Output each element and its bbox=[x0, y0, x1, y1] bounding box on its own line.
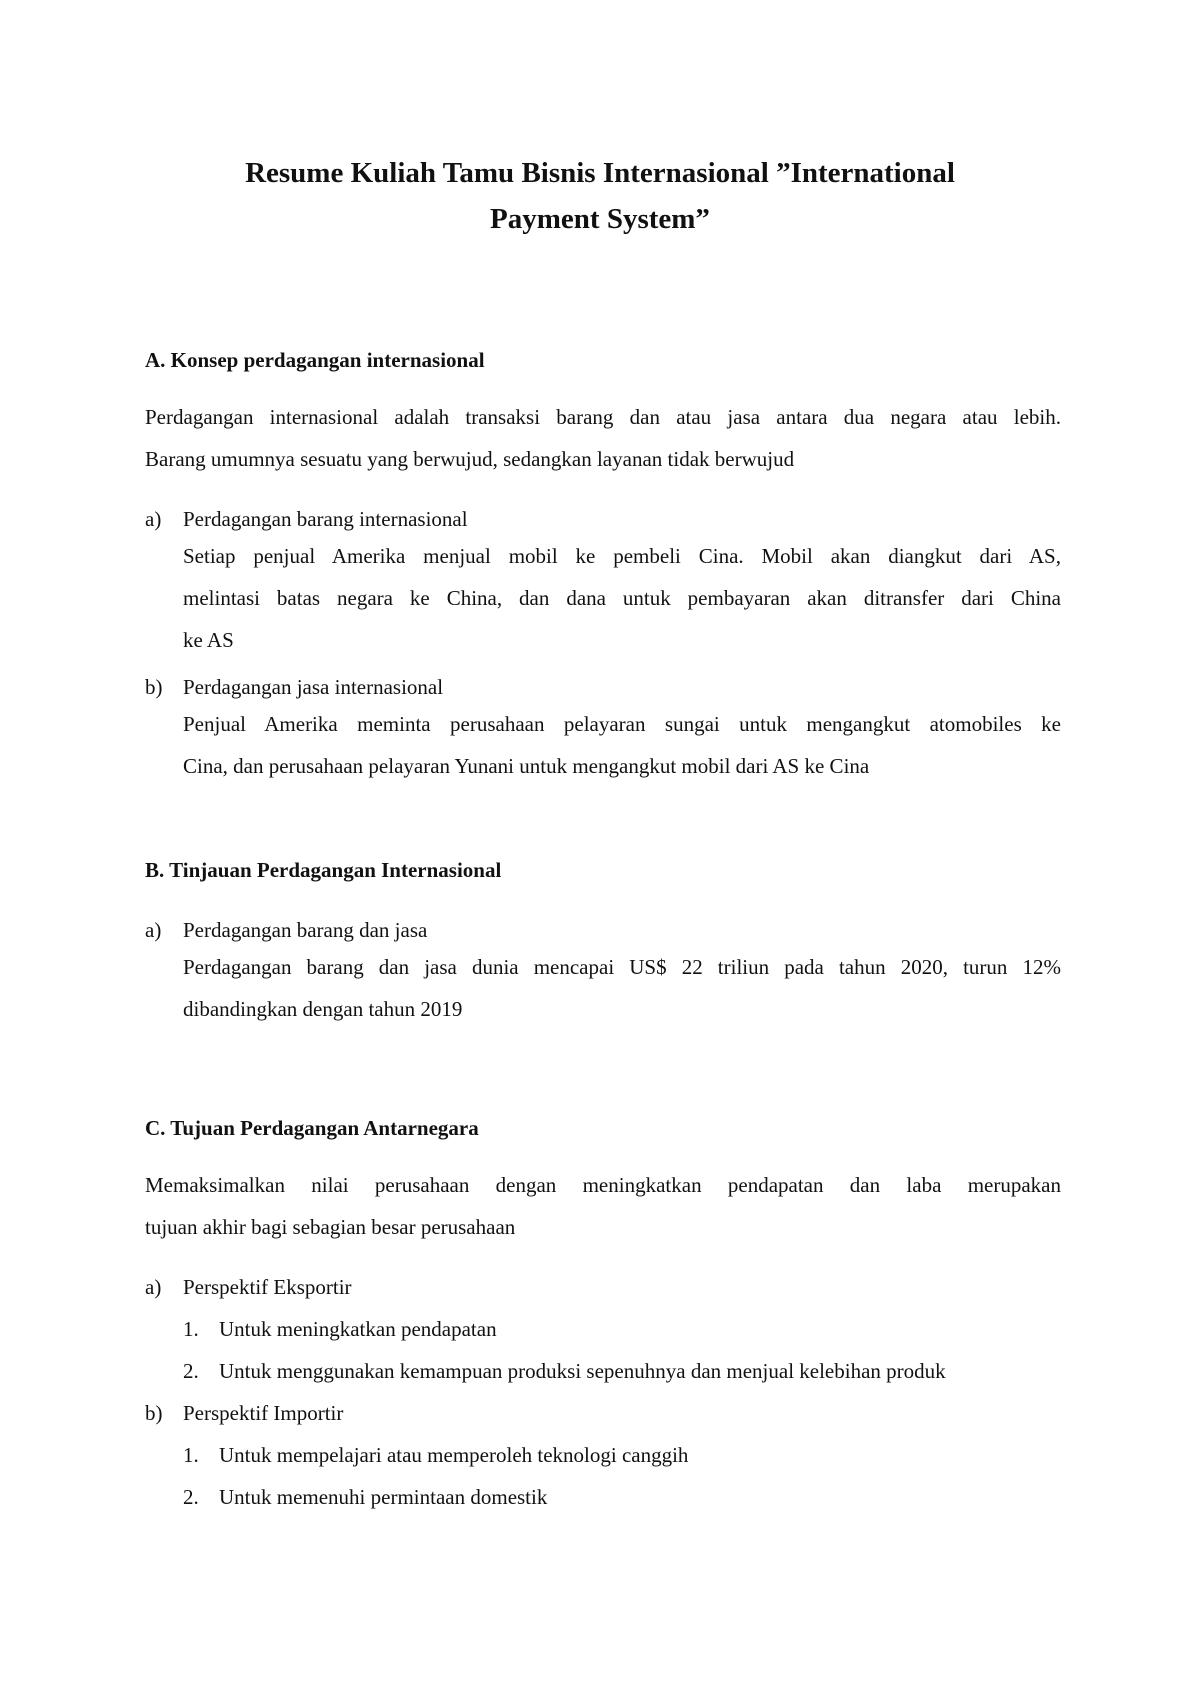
list-item-label: Untuk menggunakan kemampuan produksi sepenuhnya dan menjual kelebihan produk bbox=[219, 1359, 946, 1383]
section-a-heading: A. Konsep perdagangan internasional bbox=[145, 348, 485, 372]
document-title bbox=[140, 150, 1060, 242]
section-a-item-a bbox=[145, 505, 1061, 533]
desc-line: Perdagangan barang dan jasa dunia mencapai US$ 22 triliun pada tahun 2020, turun 12% bbox=[183, 955, 1061, 979]
desc-line: dibandingkan dengan tahun 2019 bbox=[183, 997, 463, 1021]
section-c-item-b-sub-1 bbox=[183, 1441, 1061, 1469]
desc-line: Penjual Amerika meminta perusahaan pelayaran sungai untuk mengangkut atomobiles ke bbox=[183, 712, 1061, 736]
list-item-label: Perdagangan barang dan jasa bbox=[183, 918, 428, 942]
section-c-intro-line-1: Memaksimalkan nilai perusahaan dengan meningkatkan pendapatan dan laba merupakan bbox=[145, 1173, 1061, 1197]
desc-line: Setiap penjual Amerika menjual mobil ke pembeli Cina. Mobil akan diangkut dari AS, bbox=[183, 544, 1061, 568]
list-marker: b) bbox=[145, 675, 163, 699]
list-marker: a) bbox=[145, 918, 162, 942]
section-b-heading: B. Tinjauan Perdagangan Internasional bbox=[145, 858, 502, 882]
title-line-2: Payment System” bbox=[490, 203, 710, 235]
desc-line: ke AS bbox=[183, 628, 234, 652]
section-c-item-b-sub-2 bbox=[183, 1483, 1061, 1511]
section-c-item-a bbox=[145, 1273, 1061, 1301]
list-marker: 2. bbox=[183, 1359, 199, 1383]
list-marker: 1. bbox=[183, 1443, 199, 1467]
section-a-item-b bbox=[145, 673, 1061, 701]
section-a-item-a-desc bbox=[183, 535, 1061, 661]
list-item-label: Perdagangan jasa internasional bbox=[183, 675, 444, 699]
section-b-item-a bbox=[145, 916, 1061, 944]
list-item-label: Perdagangan barang internasional bbox=[183, 507, 468, 531]
list-item-label: Untuk mempelajari atau memperoleh teknologi canggih bbox=[219, 1443, 689, 1467]
list-marker: a) bbox=[145, 1275, 162, 1299]
desc-line: Cina, dan perusahaan pelayaran Yunani untuk mengangkut mobil dari AS ke Cina bbox=[183, 754, 870, 778]
list-item-label: Perspektif Importir bbox=[183, 1401, 344, 1425]
section-a-intro-line-2: Barang umumnya sesuatu yang berwujud, sedangkan layanan tidak berwujud bbox=[145, 447, 795, 471]
section-c-item-a-sub-1 bbox=[183, 1315, 1061, 1343]
section-a-intro-line-1: Perdagangan internasional adalah transaksi barang dan atau jasa antara dua negara atau lebih. bbox=[145, 405, 1061, 429]
section-c-heading: C. Tujuan Perdagangan Antarnegara bbox=[145, 1116, 479, 1140]
list-item-label: Untuk meningkatkan pendapatan bbox=[219, 1317, 497, 1341]
section-a-intro bbox=[145, 396, 1061, 480]
section-c-item-b bbox=[145, 1399, 1061, 1427]
list-marker: 2. bbox=[183, 1485, 199, 1509]
list-marker: a) bbox=[145, 507, 162, 531]
list-marker: 1. bbox=[183, 1317, 199, 1341]
desc-line: melintasi batas negara ke China, dan dana untuk pembayaran akan ditransfer dari China bbox=[183, 586, 1061, 610]
section-c-item-a-sub-2 bbox=[183, 1357, 1061, 1385]
section-c-intro bbox=[145, 1164, 1061, 1248]
section-b-item-a-desc bbox=[183, 946, 1061, 1030]
section-a-item-b-desc bbox=[183, 703, 1061, 787]
list-item-label: Perspektif Eksportir bbox=[183, 1275, 352, 1299]
list-item-label: Untuk memenuhi permintaan domestik bbox=[219, 1485, 548, 1509]
section-c-intro-line-2: tujuan akhir bagi sebagian besar perusahaan bbox=[145, 1215, 516, 1239]
list-marker: b) bbox=[145, 1401, 163, 1425]
title-line-1: Resume Kuliah Tamu Bisnis Internasional ”International bbox=[245, 157, 955, 189]
